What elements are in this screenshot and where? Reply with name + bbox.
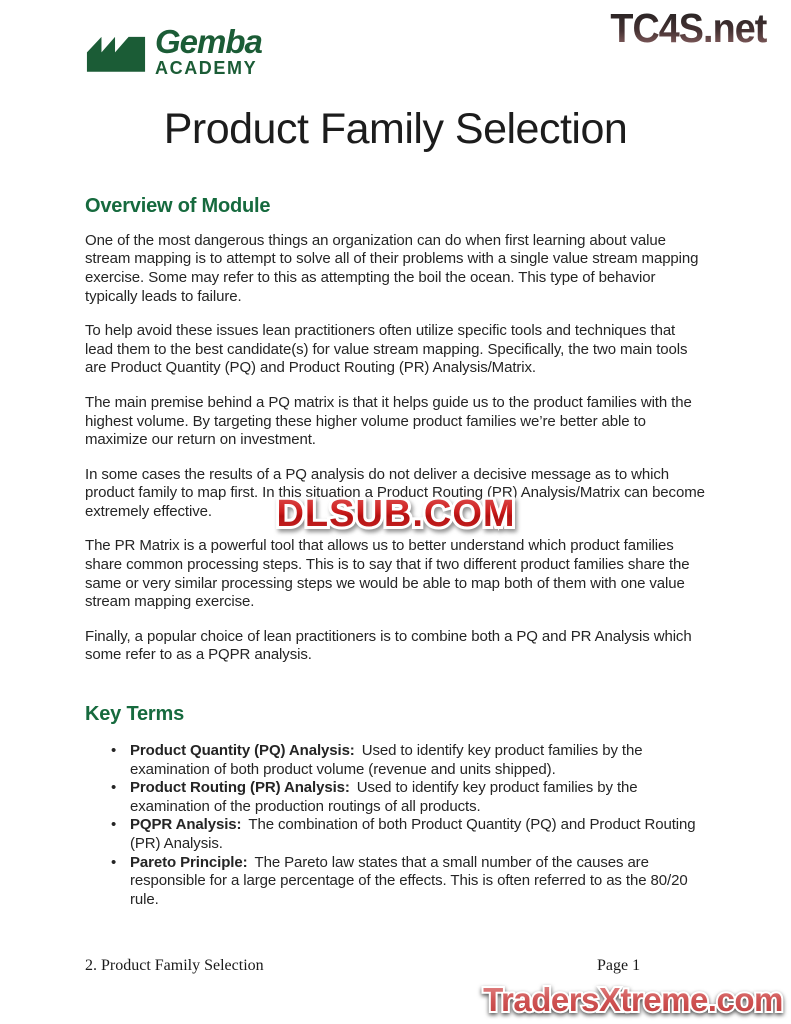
footer-section-title: 2. Product Family Selection: [85, 957, 264, 974]
logo-name: Gemba: [155, 23, 262, 60]
watermark-dlsub: [246, 486, 546, 540]
footer-page-number: Page 1: [597, 957, 641, 974]
term-label: PQPR Analysis:: [130, 816, 242, 834]
key-terms-heading: Key Terms: [85, 703, 184, 726]
dlsub-watermark-graphic: [246, 486, 546, 540]
tc4s-watermark-text: TC4S.net: [610, 5, 767, 52]
dlsub-watermark-text: DLSUB.COM: [276, 493, 516, 535]
term-label: Pareto Principle:: [130, 853, 248, 871]
term-description: The Pareto law states that a small number of the causes are responsible for a large percentage of the effects. This is often referred to as the 80/20 rule.: [130, 853, 688, 908]
tc4s-watermark-graphic: [589, 3, 789, 53]
logo-subname: ACADEMY: [155, 58, 258, 78]
term-description: Used to identify key product families by the examination of the production routings of all products.: [130, 779, 638, 815]
overview-paragraph-2: To help avoid these issues lean practitioners often utilize specific tools and techniques that lead them to the best candidate(s) for value stream mapping. Specifically, the two main tools are Product Quantity (PQ) and Product Routing (PR) Analysis/Matrix.: [85, 322, 688, 377]
watermark-tradersxtreme: [474, 979, 791, 1023]
tradersxtreme-watermark-graphic: [474, 979, 791, 1023]
overview-paragraph-4: In some cases the results of a PQ analysis do not deliver a decisive message as to which product family to map first. In this situation a Product Routing (PR) Analysis/Matrix can become extremely effective.: [85, 465, 705, 520]
term-label: Product Routing (PR) Analysis:: [130, 779, 350, 797]
logo-text: [155, 25, 262, 77]
overview-heading: Overview of Module: [85, 194, 271, 217]
key-terms-list: [85, 742, 710, 909]
term-description: The combination of both Product Quantity (PQ) and Product Routing (PR) Analysis.: [130, 816, 696, 852]
overview-paragraph-1: One of the most dangerous things an organization can do when first learning about value stream mapping is to attempt to solve all of their problems with a single value stream mapping exercise. Some may refer to this as attempting the boil the ocean. This type of behavior typically leads to failure.: [85, 231, 699, 305]
page-title: Product Family Selection: [163, 105, 628, 153]
overview-paragraph-6: Finally, a popular choice of lean practitioners is to combine both a PQ and PR Analysis which some refer to as a PQPR analysis.: [85, 627, 692, 664]
tradersxtreme-watermark-text: TradersXtreme.com: [483, 981, 783, 1018]
term-label: Product Quantity (PQ) Analysis:: [130, 742, 355, 760]
list-item: [85, 742, 710, 779]
overview-paragraph-3: The main premise behind a PQ matrix is that it helps guide us to the product families with the highest volume. By targeting these higher volume product families we’re better able to maximize our return on investment.: [85, 393, 692, 449]
list-item: [85, 854, 710, 910]
overview-paragraph-5: The PR Matrix is a powerful tool that allows us to better understand which product families share common processing steps. This is to say that if two different product families share the same or very similar processing steps we would be able to map both of them with one value stream mapping exercise.: [85, 537, 690, 611]
watermark-tc4s: [589, 3, 789, 53]
factory-icon: [85, 25, 147, 72]
term-description: Used to identify key product families by the examination of both product volume (revenue and units shipped).: [130, 742, 643, 778]
list-item: [85, 779, 710, 816]
list-item: [85, 816, 710, 853]
